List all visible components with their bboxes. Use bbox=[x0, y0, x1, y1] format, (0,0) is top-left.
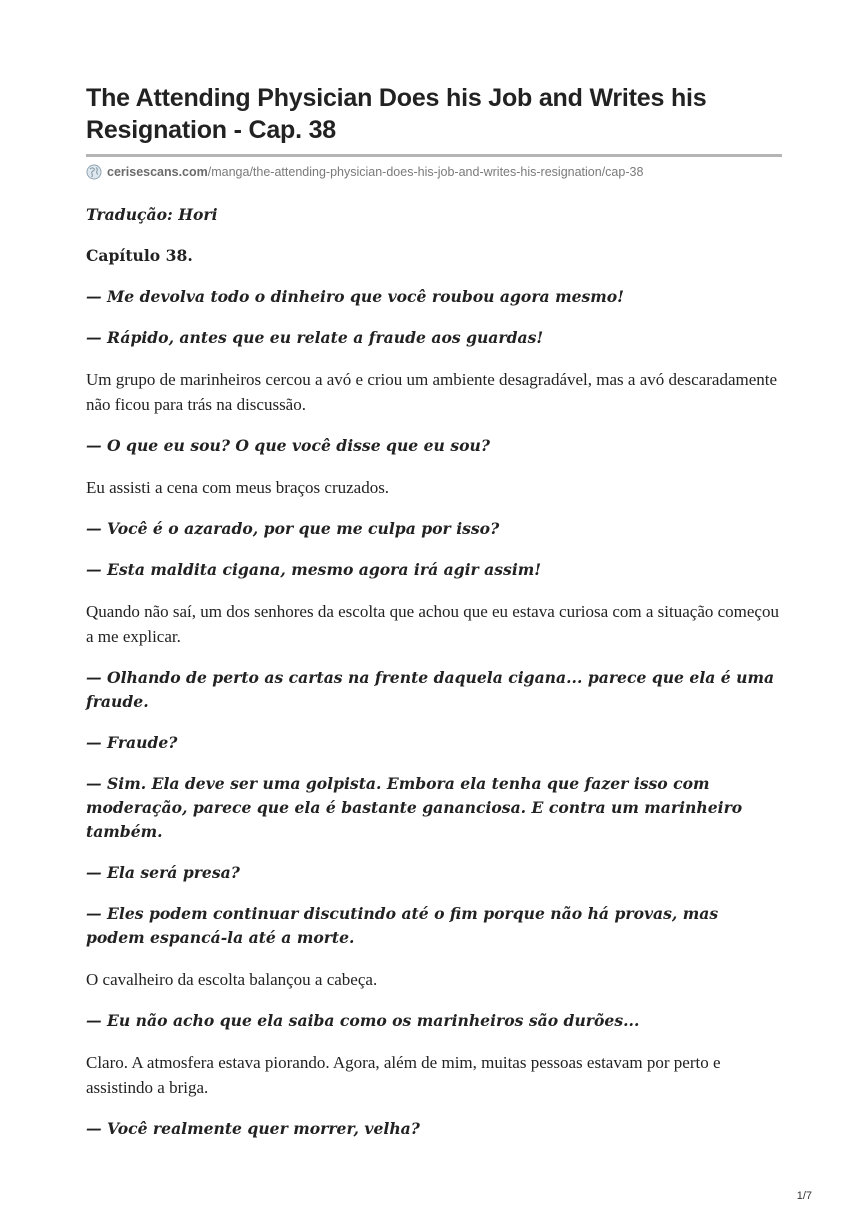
dialogue-line: — Eles podem continuar discutindo até o fim porque não há provas, mas podem espancá-la até a morte. bbox=[86, 904, 719, 947]
source-path[interactable]: /manga/the-attending-physician-does-his-job-and-writes-his-resignation/cap-38 bbox=[207, 165, 644, 179]
narration-paragraph: Quando não saí, um dos senhores da escolta que achou que eu estava curiosa com a situação começou a me explicar. bbox=[86, 602, 779, 646]
narration-paragraph: O cavalheiro da escolta balançou a cabeça. bbox=[86, 970, 378, 989]
document-page bbox=[86, 82, 782, 1158]
page-title: The Attending Physician Does his Job and Writes his Resignation - Cap. 38 bbox=[86, 84, 707, 144]
dialogue-line: Tradução: Hori bbox=[86, 205, 218, 224]
article-body bbox=[86, 203, 782, 1141]
dialogue-line: — Você realmente quer morrer, velha? bbox=[86, 1119, 420, 1138]
narration-paragraph: Claro. A atmosfera estava piorando. Agora, além de mim, muitas pessoas estavam por perto e assistindo a briga. bbox=[86, 1053, 721, 1097]
dialogue-line: — Rápido, antes que eu relate a fraude aos guardas! bbox=[86, 328, 544, 347]
chapter-heading: Capítulo 38. bbox=[86, 246, 193, 265]
dialogue-line: — Você é o azarado, por que me culpa por isso? bbox=[86, 519, 500, 538]
dialogue-line: — O que eu sou? O que você disse que eu sou? bbox=[86, 436, 490, 455]
page-number: 1/7 bbox=[796, 1190, 812, 1202]
narration-paragraph: Eu assisti a cena com meus braços cruzados. bbox=[86, 478, 390, 497]
globe-icon bbox=[86, 164, 102, 180]
source-domain[interactable]: cerisescans.com bbox=[107, 165, 208, 179]
dialogue-line: — Ela será presa? bbox=[86, 863, 240, 882]
dialogue-line: — Fraude? bbox=[86, 733, 178, 752]
dialogue-line: — Eu não acho que ela saiba como os marinheiros são durões... bbox=[86, 1011, 640, 1030]
source-line bbox=[86, 163, 782, 181]
dialogue-line: — Olhando de perto as cartas na frente daquela cigana... parece que ela é uma fraude. bbox=[86, 668, 775, 711]
dialogue-line: — Sim. Ela deve ser uma golpista. Embora ela tenha que fazer isso com moderação, parece que ela é bastante gananciosa. E contra um marinheiro também. bbox=[86, 774, 743, 841]
title-divider bbox=[86, 154, 782, 157]
dialogue-line: — Me devolva todo o dinheiro que você roubou agora mesmo! bbox=[86, 287, 625, 306]
dialogue-line: — Esta maldita cigana, mesmo agora irá agir assim! bbox=[86, 560, 542, 579]
narration-paragraph: Um grupo de marinheiros cercou a avó e criou um ambiente desagradável, mas a avó descaradamente não ficou para trás na discussão. bbox=[86, 370, 778, 414]
